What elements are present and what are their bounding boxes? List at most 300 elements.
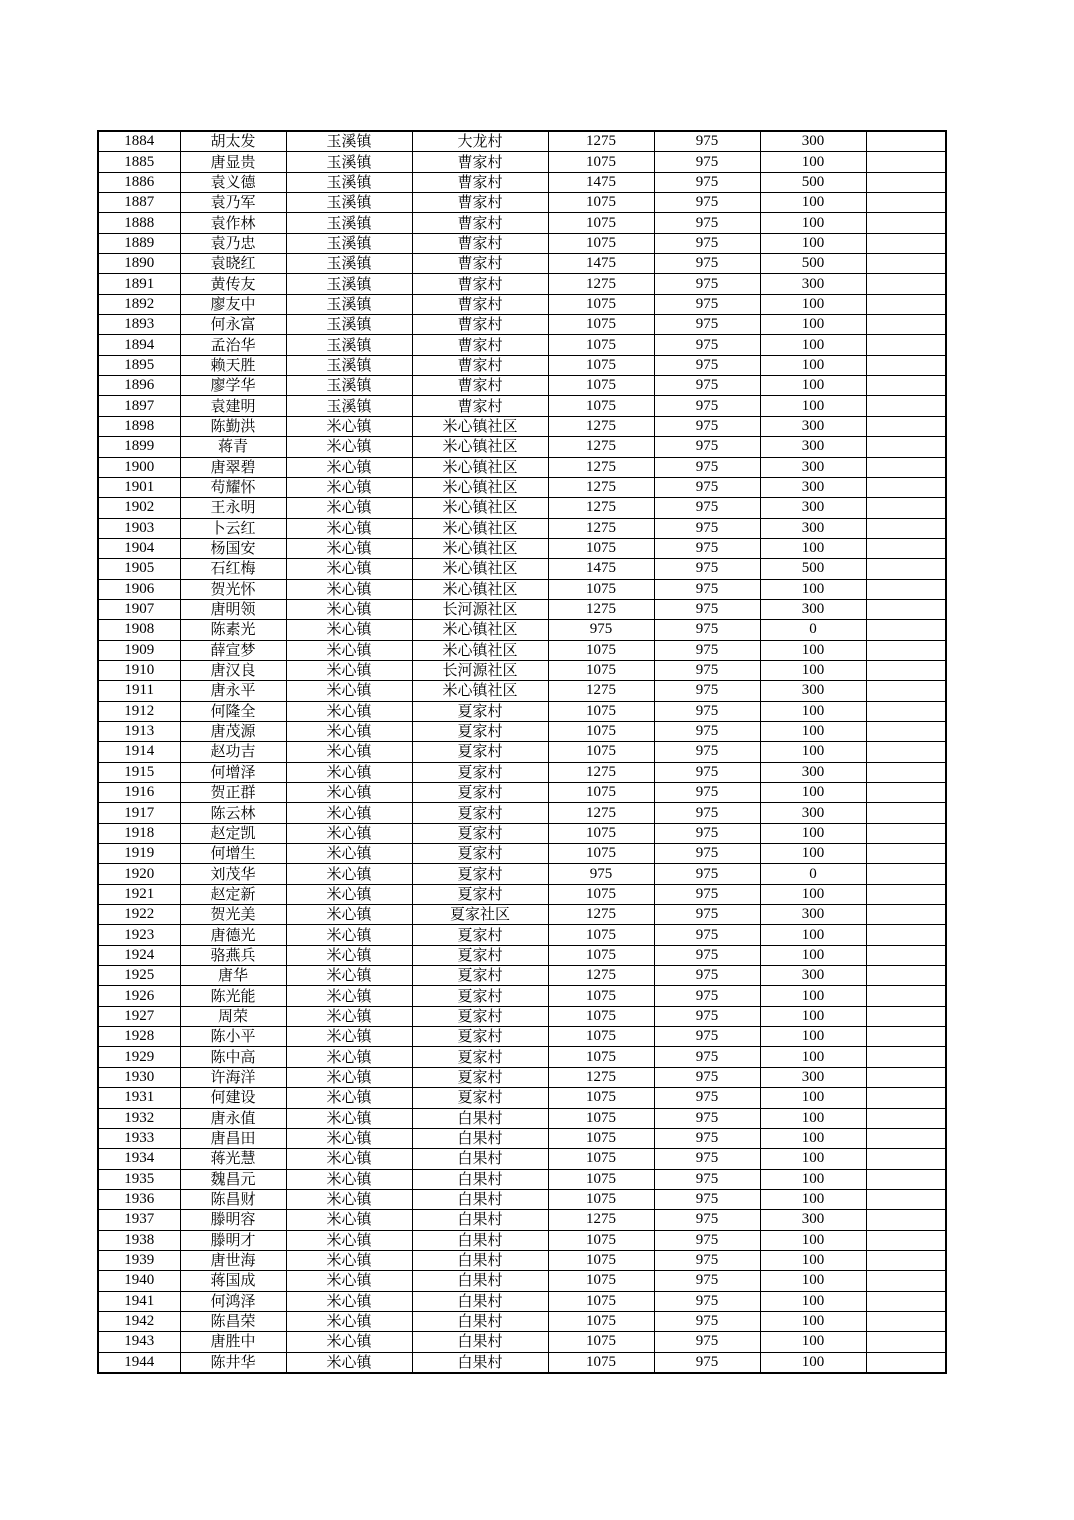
village-cell: 夏家村 [412, 1047, 548, 1067]
table-row [98, 193, 946, 213]
village-cell: 曹家村 [412, 152, 548, 172]
table-row [98, 1352, 946, 1373]
remark-cell [866, 803, 946, 823]
amount-base-cell: 975 [654, 1067, 760, 1087]
remark-cell [866, 1067, 946, 1087]
amount-diff-cell: 100 [760, 945, 866, 965]
town-cell: 米心镇 [286, 1311, 412, 1331]
village-cell: 米心镇社区 [412, 518, 548, 538]
table-row [98, 1291, 946, 1311]
name-cell: 唐明领 [180, 599, 286, 619]
table-row [98, 701, 946, 721]
table-row [98, 518, 946, 538]
amount-diff-cell: 500 [760, 254, 866, 274]
village-cell: 夏家村 [412, 783, 548, 803]
town-cell: 米心镇 [286, 701, 412, 721]
amount-diff-cell: 100 [760, 213, 866, 233]
name-cell: 陈井华 [180, 1352, 286, 1373]
town-cell: 米心镇 [286, 1352, 412, 1373]
remark-cell [866, 152, 946, 172]
name-cell: 陈中高 [180, 1047, 286, 1067]
village-cell: 曹家村 [412, 376, 548, 396]
remark-cell [866, 1169, 946, 1189]
remark-cell [866, 457, 946, 477]
amount-base-cell: 975 [654, 1128, 760, 1148]
row-number-cell: 1939 [98, 1250, 180, 1270]
table-row [98, 925, 946, 945]
remark-cell [866, 945, 946, 965]
amount-total-cell: 1275 [548, 681, 654, 701]
amount-diff-cell: 100 [760, 1088, 866, 1108]
row-number-cell: 1937 [98, 1210, 180, 1230]
table-row [98, 905, 946, 925]
amount-total-cell: 1075 [548, 213, 654, 233]
amount-diff-cell: 100 [760, 742, 866, 762]
remark-cell [866, 294, 946, 314]
remark-cell [866, 213, 946, 233]
village-cell: 夏家村 [412, 1027, 548, 1047]
amount-base-cell: 975 [654, 966, 760, 986]
amount-total-cell: 1275 [548, 599, 654, 619]
table-row [98, 477, 946, 497]
remark-cell [866, 355, 946, 375]
remark-cell [866, 1291, 946, 1311]
amount-base-cell: 975 [654, 457, 760, 477]
amount-diff-cell: 300 [760, 457, 866, 477]
amount-base-cell: 975 [654, 193, 760, 213]
amount-diff-cell: 100 [760, 925, 866, 945]
name-cell: 骆燕兵 [180, 945, 286, 965]
remark-cell [866, 620, 946, 640]
village-cell: 曹家村 [412, 274, 548, 294]
village-cell: 夏家村 [412, 803, 548, 823]
village-cell: 夏家村 [412, 1067, 548, 1087]
name-cell: 孟治华 [180, 335, 286, 355]
amount-base-cell: 975 [654, 172, 760, 192]
amount-diff-cell: 100 [760, 294, 866, 314]
amount-base-cell: 975 [654, 1271, 760, 1291]
row-number-cell: 1922 [98, 905, 180, 925]
name-cell: 蒋青 [180, 437, 286, 457]
row-number-cell: 1933 [98, 1128, 180, 1148]
name-cell: 赖天胜 [180, 355, 286, 375]
amount-base-cell: 975 [654, 213, 760, 233]
row-number-cell: 1904 [98, 538, 180, 558]
remark-cell [866, 884, 946, 904]
row-number-cell: 1944 [98, 1352, 180, 1373]
amount-diff-cell: 300 [760, 681, 866, 701]
amount-base-cell: 975 [654, 599, 760, 619]
table-row [98, 864, 946, 884]
village-cell: 白果村 [412, 1210, 548, 1230]
name-cell: 廖学华 [180, 376, 286, 396]
row-number-cell: 1909 [98, 640, 180, 660]
village-cell: 白果村 [412, 1250, 548, 1270]
name-cell: 陈昌财 [180, 1189, 286, 1209]
table-row [98, 457, 946, 477]
village-cell: 曹家村 [412, 355, 548, 375]
amount-diff-cell: 100 [760, 538, 866, 558]
amount-base-cell: 975 [654, 335, 760, 355]
amount-diff-cell: 100 [760, 396, 866, 416]
name-cell: 杨国安 [180, 538, 286, 558]
amount-total-cell: 1075 [548, 579, 654, 599]
village-cell: 长河源社区 [412, 599, 548, 619]
village-cell: 米心镇社区 [412, 416, 548, 436]
table-row [98, 335, 946, 355]
amount-base-cell: 975 [654, 1189, 760, 1209]
amount-base-cell: 975 [654, 701, 760, 721]
village-cell: 白果村 [412, 1169, 548, 1189]
amount-diff-cell: 100 [760, 579, 866, 599]
remark-cell [866, 844, 946, 864]
village-cell: 米心镇社区 [412, 640, 548, 660]
table-row [98, 986, 946, 1006]
table-row [98, 294, 946, 314]
town-cell: 米心镇 [286, 1128, 412, 1148]
town-cell: 米心镇 [286, 1291, 412, 1311]
table-row [98, 1047, 946, 1067]
amount-total-cell: 1075 [548, 1149, 654, 1169]
amount-total-cell: 1075 [548, 1006, 654, 1026]
row-number-cell: 1893 [98, 315, 180, 335]
amount-base-cell: 975 [654, 1210, 760, 1230]
village-cell: 曹家村 [412, 315, 548, 335]
town-cell: 米心镇 [286, 416, 412, 436]
town-cell: 米心镇 [286, 518, 412, 538]
table-row [98, 1169, 946, 1189]
amount-base-cell: 975 [654, 660, 760, 680]
name-cell: 陈光能 [180, 986, 286, 1006]
remark-cell [866, 538, 946, 558]
amount-total-cell: 1075 [548, 193, 654, 213]
town-cell: 玉溪镇 [286, 335, 412, 355]
town-cell: 米心镇 [286, 437, 412, 457]
town-cell: 米心镇 [286, 1230, 412, 1250]
amount-total-cell: 1075 [548, 1291, 654, 1311]
amount-diff-cell: 100 [760, 1332, 866, 1352]
amount-base-cell: 975 [654, 152, 760, 172]
table-row [98, 742, 946, 762]
name-cell: 王永明 [180, 498, 286, 518]
amount-diff-cell: 100 [760, 152, 866, 172]
row-number-cell: 1900 [98, 457, 180, 477]
table-row [98, 803, 946, 823]
town-cell: 米心镇 [286, 620, 412, 640]
amount-diff-cell: 0 [760, 620, 866, 640]
amount-total-cell: 1275 [548, 416, 654, 436]
row-number-cell: 1902 [98, 498, 180, 518]
row-number-cell: 1929 [98, 1047, 180, 1067]
table-row [98, 823, 946, 843]
village-cell: 米心镇社区 [412, 437, 548, 457]
village-cell: 米心镇社区 [412, 477, 548, 497]
table-row [98, 1149, 946, 1169]
village-cell: 曹家村 [412, 193, 548, 213]
amount-total-cell: 1075 [548, 1108, 654, 1128]
row-number-cell: 1916 [98, 783, 180, 803]
name-cell: 袁晓红 [180, 254, 286, 274]
amount-total-cell: 1275 [548, 518, 654, 538]
amount-diff-cell: 100 [760, 1128, 866, 1148]
remark-cell [866, 599, 946, 619]
row-number-cell: 1926 [98, 986, 180, 1006]
village-cell: 白果村 [412, 1271, 548, 1291]
amount-diff-cell: 500 [760, 559, 866, 579]
amount-total-cell: 975 [548, 620, 654, 640]
amount-diff-cell: 100 [760, 315, 866, 335]
row-number-cell: 1913 [98, 721, 180, 741]
table-row [98, 1067, 946, 1087]
remark-cell [866, 762, 946, 782]
amount-base-cell: 975 [654, 538, 760, 558]
row-number-cell: 1917 [98, 803, 180, 823]
village-cell: 夏家村 [412, 721, 548, 741]
village-cell: 白果村 [412, 1149, 548, 1169]
row-number-cell: 1940 [98, 1271, 180, 1291]
town-cell: 米心镇 [286, 864, 412, 884]
name-cell: 贺光美 [180, 905, 286, 925]
name-cell: 石红梅 [180, 559, 286, 579]
amount-total-cell: 1075 [548, 1047, 654, 1067]
amount-base-cell: 975 [654, 437, 760, 457]
row-number-cell: 1920 [98, 864, 180, 884]
town-cell: 米心镇 [286, 498, 412, 518]
row-number-cell: 1888 [98, 213, 180, 233]
row-number-cell: 1884 [98, 131, 180, 152]
remark-cell [866, 640, 946, 660]
amount-total-cell: 1075 [548, 1311, 654, 1331]
remark-cell [866, 1108, 946, 1128]
village-cell: 曹家村 [412, 294, 548, 314]
remark-cell [866, 864, 946, 884]
town-cell: 米心镇 [286, 477, 412, 497]
amount-diff-cell: 100 [760, 376, 866, 396]
amount-base-cell: 975 [654, 1352, 760, 1373]
remark-cell [866, 254, 946, 274]
table-row [98, 1128, 946, 1148]
town-cell: 米心镇 [286, 742, 412, 762]
table-row [98, 538, 946, 558]
row-number-cell: 1896 [98, 376, 180, 396]
amount-base-cell: 975 [654, 396, 760, 416]
name-cell: 廖友中 [180, 294, 286, 314]
table-row [98, 681, 946, 701]
amount-total-cell: 1075 [548, 660, 654, 680]
village-cell: 曹家村 [412, 233, 548, 253]
remark-cell [866, 1006, 946, 1026]
amount-total-cell: 1075 [548, 986, 654, 1006]
village-cell: 曹家村 [412, 172, 548, 192]
name-cell: 赵功吉 [180, 742, 286, 762]
village-cell: 米心镇社区 [412, 498, 548, 518]
amount-total-cell: 1275 [548, 966, 654, 986]
town-cell: 米心镇 [286, 1006, 412, 1026]
remark-cell [866, 986, 946, 1006]
name-cell: 蒋国成 [180, 1271, 286, 1291]
table-row [98, 1006, 946, 1026]
village-cell: 白果村 [412, 1291, 548, 1311]
row-number-cell: 1942 [98, 1311, 180, 1331]
town-cell: 米心镇 [286, 783, 412, 803]
remark-cell [866, 1047, 946, 1067]
town-cell: 米心镇 [286, 1067, 412, 1087]
amount-total-cell: 975 [548, 864, 654, 884]
remark-cell [866, 1332, 946, 1352]
row-number-cell: 1906 [98, 579, 180, 599]
village-cell: 米心镇社区 [412, 681, 548, 701]
name-cell: 唐胜中 [180, 1332, 286, 1352]
amount-base-cell: 975 [654, 945, 760, 965]
table-row [98, 172, 946, 192]
amount-diff-cell: 300 [760, 437, 866, 457]
name-cell: 何建设 [180, 1088, 286, 1108]
name-cell: 胡太发 [180, 131, 286, 152]
village-cell: 米心镇社区 [412, 457, 548, 477]
village-cell: 大龙村 [412, 131, 548, 152]
remark-cell [866, 376, 946, 396]
village-cell: 曹家村 [412, 254, 548, 274]
village-cell: 曹家村 [412, 396, 548, 416]
name-cell: 陈小平 [180, 1027, 286, 1047]
table-row [98, 1332, 946, 1352]
amount-total-cell: 1075 [548, 1332, 654, 1352]
remark-cell [866, 477, 946, 497]
town-cell: 米心镇 [286, 1250, 412, 1270]
amount-base-cell: 975 [654, 1250, 760, 1270]
town-cell: 米心镇 [286, 823, 412, 843]
row-number-cell: 1895 [98, 355, 180, 375]
remark-cell [866, 315, 946, 335]
village-cell: 白果村 [412, 1332, 548, 1352]
remark-cell [866, 1250, 946, 1270]
amount-total-cell: 1275 [548, 1067, 654, 1087]
amount-diff-cell: 300 [760, 966, 866, 986]
row-number-cell: 1921 [98, 884, 180, 904]
table-row [98, 966, 946, 986]
table-row [98, 355, 946, 375]
amount-diff-cell: 100 [760, 701, 866, 721]
village-cell: 白果村 [412, 1311, 548, 1331]
amount-total-cell: 1075 [548, 233, 654, 253]
table-row [98, 620, 946, 640]
name-cell: 何增生 [180, 844, 286, 864]
town-cell: 米心镇 [286, 721, 412, 741]
village-cell: 夏家村 [412, 701, 548, 721]
table-row [98, 1311, 946, 1331]
town-cell: 玉溪镇 [286, 396, 412, 416]
town-cell: 米心镇 [286, 803, 412, 823]
amount-base-cell: 975 [654, 579, 760, 599]
table-row [98, 1108, 946, 1128]
remark-cell [866, 1128, 946, 1148]
amount-diff-cell: 300 [760, 274, 866, 294]
remark-cell [866, 1088, 946, 1108]
name-cell: 唐翠碧 [180, 457, 286, 477]
row-number-cell: 1915 [98, 762, 180, 782]
row-number-cell: 1943 [98, 1332, 180, 1352]
amount-base-cell: 975 [654, 1108, 760, 1128]
town-cell: 米心镇 [286, 579, 412, 599]
village-cell: 夏家村 [412, 1006, 548, 1026]
town-cell: 米心镇 [286, 966, 412, 986]
amount-base-cell: 975 [654, 681, 760, 701]
name-cell: 贺光怀 [180, 579, 286, 599]
village-cell: 白果村 [412, 1230, 548, 1250]
name-cell: 刘茂华 [180, 864, 286, 884]
village-cell: 夏家村 [412, 762, 548, 782]
table-row [98, 376, 946, 396]
amount-base-cell: 975 [654, 233, 760, 253]
amount-total-cell: 1275 [548, 457, 654, 477]
row-number-cell: 1903 [98, 518, 180, 538]
town-cell: 米心镇 [286, 884, 412, 904]
remark-cell [866, 1149, 946, 1169]
table-row [98, 498, 946, 518]
amount-base-cell: 975 [654, 1088, 760, 1108]
amount-base-cell: 975 [654, 742, 760, 762]
amount-total-cell: 1075 [548, 396, 654, 416]
table-row [98, 1189, 946, 1209]
amount-total-cell: 1075 [548, 884, 654, 904]
remark-cell [866, 172, 946, 192]
amount-diff-cell: 300 [760, 762, 866, 782]
town-cell: 米心镇 [286, 1169, 412, 1189]
town-cell: 玉溪镇 [286, 274, 412, 294]
amount-total-cell: 1075 [548, 335, 654, 355]
amount-total-cell: 1075 [548, 742, 654, 762]
row-number-cell: 1894 [98, 335, 180, 355]
amount-total-cell: 1075 [548, 945, 654, 965]
town-cell: 米心镇 [286, 1210, 412, 1230]
amount-diff-cell: 100 [760, 844, 866, 864]
amount-base-cell: 975 [654, 274, 760, 294]
table-row [98, 640, 946, 660]
table-row [98, 762, 946, 782]
table-row [98, 233, 946, 253]
row-number-cell: 1897 [98, 396, 180, 416]
remark-cell [866, 1027, 946, 1047]
amount-total-cell: 1075 [548, 152, 654, 172]
name-cell: 唐茂源 [180, 721, 286, 741]
town-cell: 米心镇 [286, 1332, 412, 1352]
name-cell: 唐德光 [180, 925, 286, 945]
name-cell: 黄传友 [180, 274, 286, 294]
row-number-cell: 1930 [98, 1067, 180, 1087]
amount-total-cell: 1075 [548, 783, 654, 803]
name-cell: 何隆全 [180, 701, 286, 721]
remark-cell [866, 579, 946, 599]
town-cell: 玉溪镇 [286, 294, 412, 314]
amount-diff-cell: 300 [760, 477, 866, 497]
row-number-cell: 1923 [98, 925, 180, 945]
remark-cell [866, 274, 946, 294]
amount-base-cell: 975 [654, 721, 760, 741]
row-number-cell: 1914 [98, 742, 180, 762]
remark-cell [866, 701, 946, 721]
amount-diff-cell: 500 [760, 172, 866, 192]
remark-cell [866, 905, 946, 925]
amount-diff-cell: 300 [760, 1210, 866, 1230]
remark-cell [866, 193, 946, 213]
amount-diff-cell: 100 [760, 660, 866, 680]
town-cell: 玉溪镇 [286, 131, 412, 152]
row-number-cell: 1889 [98, 233, 180, 253]
village-cell: 白果村 [412, 1108, 548, 1128]
village-cell: 夏家村 [412, 1088, 548, 1108]
remark-cell [866, 721, 946, 741]
town-cell: 米心镇 [286, 599, 412, 619]
